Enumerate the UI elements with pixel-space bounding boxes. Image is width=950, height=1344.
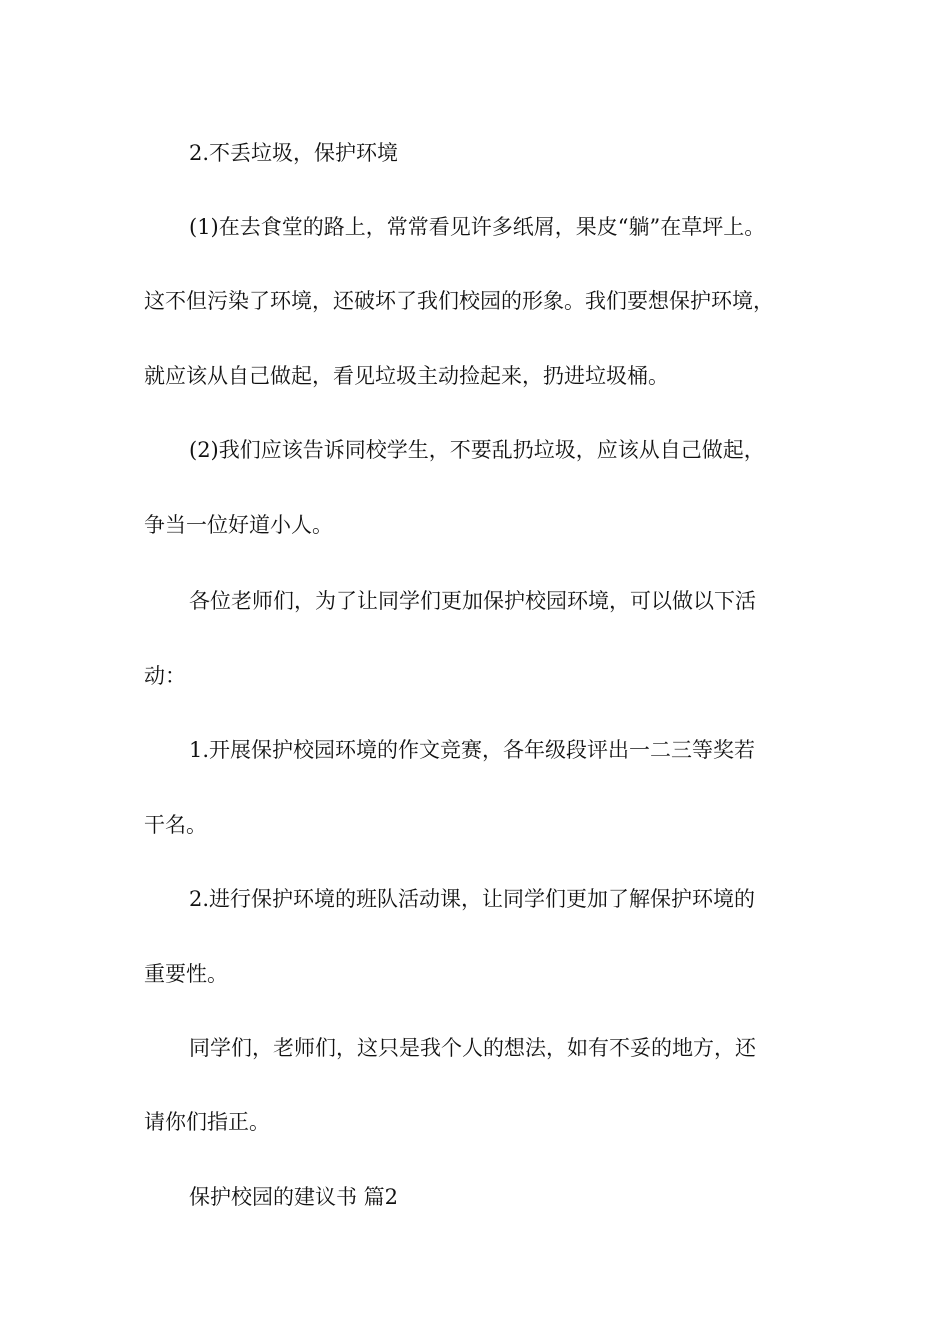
paragraph-line: 这不但污染了环境，还破坏了我们校园的形象。我们要想保护环境， (144, 289, 774, 313)
list-item: 1.开展保护校园环境的作文竞赛，各年级段评出一二三等奖若 (189, 738, 756, 762)
paragraph-line: 干名。 (144, 813, 207, 837)
section-heading: 2.不丢垃圾，保护环境 (189, 141, 399, 165)
paragraph-line: 重要性。 (144, 962, 228, 986)
paragraph-line: 争当一位好道小人。 (144, 513, 333, 537)
paragraph-line: 各位老师们，为了让同学们更加保护校园环境，可以做以下活 (189, 589, 756, 613)
paragraph-line: (1)在去食堂的路上，常常看见许多纸屑，果皮“躺”在草坪上。 (189, 215, 766, 239)
paragraph-line: (2)我们应该告诉同校学生，不要乱扔垃圾，应该从自己做起， (189, 438, 765, 462)
paragraph-line: 请你们指正。 (144, 1110, 270, 1134)
paragraph-line: 就应该从自己做起，看见垃圾主动捡起来，扔进垃圾桶。 (144, 364, 669, 388)
article-title: 保护校园的建议书 篇2 (189, 1185, 399, 1209)
paragraph-line: 动： (144, 664, 186, 688)
list-item: 2.进行保护环境的班队活动课，让同学们更加了解保护环境的 (189, 887, 756, 911)
paragraph-line: 同学们，老师们，这只是我个人的想法，如有不妥的地方，还 (189, 1036, 756, 1060)
